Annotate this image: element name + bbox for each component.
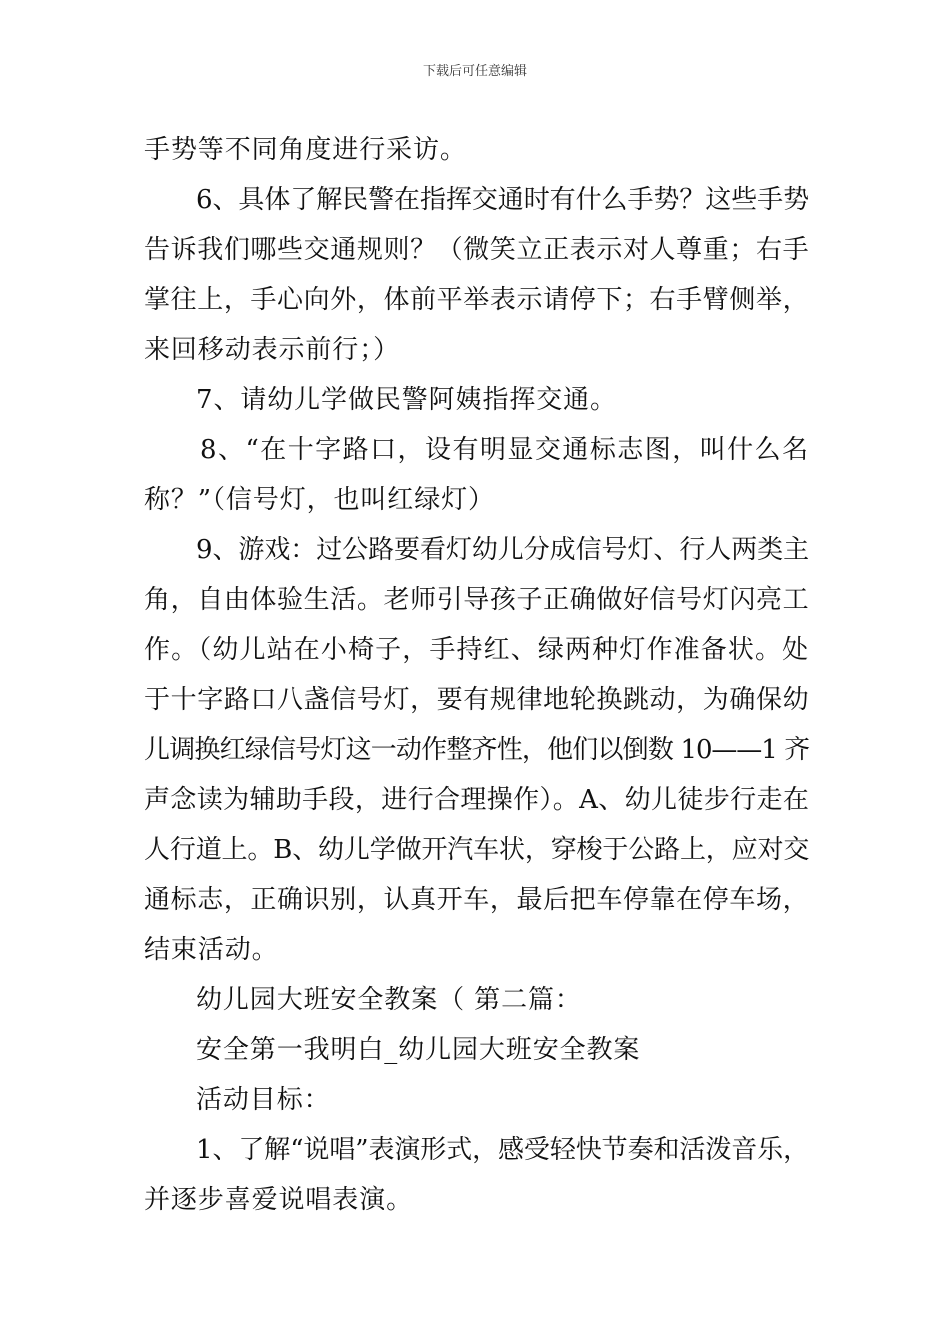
paragraph-line: 称？”（信号灯，也叫红绿灯） (144, 485, 495, 515)
paragraph-line: 作。（幼儿站在小椅子，手持红、绿两种灯作准备状。处 (144, 635, 809, 665)
subsection-heading: 活动目标： (196, 1085, 331, 1115)
paragraph-line: 告诉我们哪些交通规则？（微笑立正表示对人尊重；右手 (144, 235, 809, 265)
paragraph-line: 人行道上。B、幼儿学做开汽车状，穿梭于公路上，应对交 (144, 835, 809, 865)
paragraph-line: 结束活动。 (144, 935, 279, 965)
paragraph-line: 儿调换红绿信号灯这一动作整齐性，他们以倒数 10——1 齐 (144, 735, 809, 765)
paragraph-line: 于十字路口八盏信号灯，要有规律地轮换跳动，为确保幼 (144, 685, 809, 715)
paragraph-line: 来回移动表示前行；） (144, 335, 401, 365)
document-body (144, 125, 809, 1225)
paragraph-line: 角，自由体验生活。老师引导孩子正确做好信号灯闪亮工 (144, 585, 809, 615)
paragraph-line: 并逐步喜爱说唱表演。 (144, 1185, 414, 1215)
paragraph-line: 8、“在十字路口，设有明显交通标志图，叫什么名 (200, 435, 809, 465)
paragraph-line: 7、请幼儿学做民警阿姨指挥交通。 (196, 385, 617, 415)
paragraph-line: 掌往上，手心向外，体前平举表示请停下；右手臂侧举， (144, 285, 809, 315)
paragraph-line: 9、游戏：过公路要看灯幼儿分成信号灯、行人两类主 (196, 535, 809, 565)
paragraph-line: 1、了解“说唱”表演形式，感受轻快节奏和活泼音乐， (196, 1135, 809, 1165)
paragraph-line: 6、具体了解民警在指挥交通时有什么手势？这些手势 (196, 185, 809, 215)
section-title: 安全第一我明白_幼儿园大班安全教案 (196, 1035, 641, 1065)
paragraph-line: 声念读为辅助手段，进行合理操作）。A、幼儿徒步行走在 (144, 785, 809, 815)
section-heading: 幼儿园大班安全教案（ 第二篇： (196, 985, 582, 1015)
paragraph-line: 手势等不同角度进行采访。 (144, 135, 467, 165)
paragraph-line: 通标志，正确识别，认真开车，最后把车停靠在停车场， (144, 885, 809, 915)
page-header: 下载后可任意编辑 (422, 64, 527, 79)
